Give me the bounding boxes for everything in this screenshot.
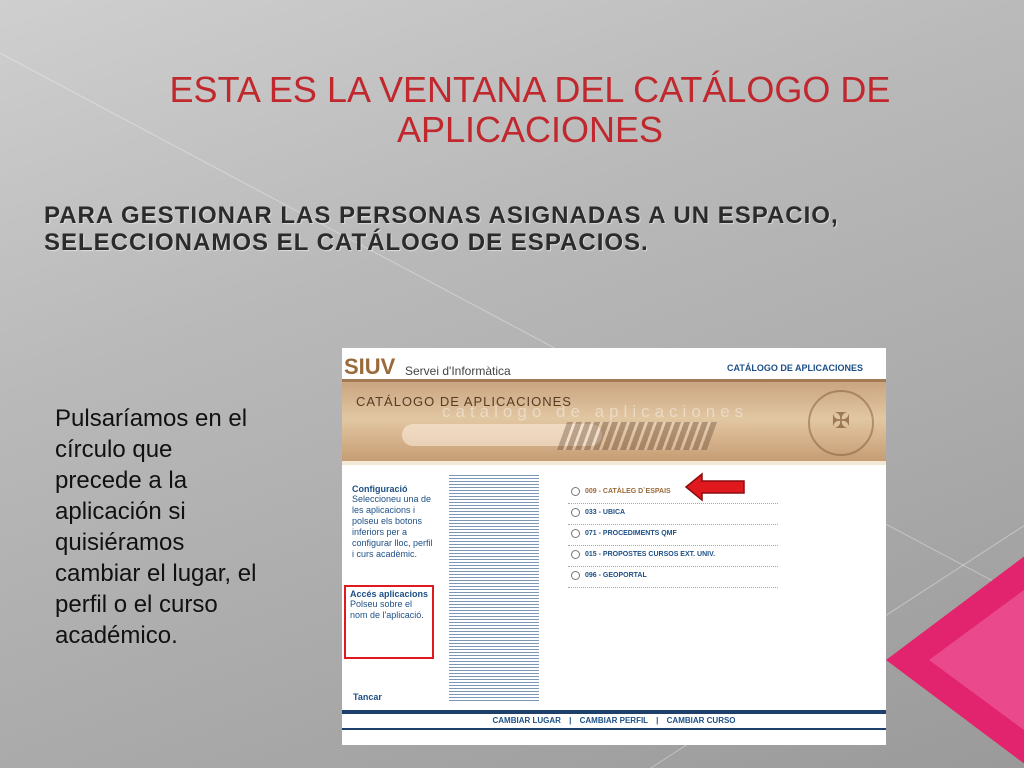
banner-title: CATÁLOGO DE APLICACIONES: [356, 394, 572, 409]
slide-subtitle: PARA GESTIONAR LAS PERSONAS ASIGNADAS A UN ESPACIO, SELECCIONAMOS EL CATÁLOGO DE ESPACIOS.: [44, 202, 839, 256]
list-item: [568, 483, 778, 504]
banner: [342, 379, 886, 464]
banner-strip: [342, 461, 886, 465]
keyboard-image: [557, 422, 717, 450]
app-list: [568, 483, 778, 588]
access-title: Accés aplicacions: [350, 589, 429, 599]
list-item: [568, 504, 778, 525]
change-course-link[interactable]: CAMBIAR CURSO: [666, 716, 736, 725]
config-title: Configuració: [352, 484, 408, 494]
left-panel: [352, 484, 437, 560]
decorative-arrow-highlight: [929, 590, 1024, 730]
app-link[interactable]: 071 - PROCEDIMENTS QMF: [585, 530, 677, 537]
screenshot-bottom: [342, 730, 886, 745]
slide-title: ESTA ES LA VENTANA DEL CATÁLOGO DE APLICACIONES: [169, 69, 891, 150]
university-seal-icon: ✠: [808, 390, 874, 456]
logo-subtitle: Servei d'Informàtica: [405, 364, 511, 378]
app-radio[interactable]: [571, 487, 580, 496]
banner-ghost-text: catálogo de aplicaciones: [442, 402, 749, 421]
app-link[interactable]: 009 - CATÀLEG D`ESPAIS: [585, 488, 671, 495]
app-link[interactable]: 015 - PROPOSTES CURSOS EXT. UNIV.: [585, 551, 716, 558]
close-link[interactable]: Tancar: [353, 692, 382, 702]
list-item: [568, 567, 778, 588]
footer-links: [342, 716, 886, 725]
separator: |: [656, 716, 659, 725]
change-place-link[interactable]: CAMBIAR LUGAR: [492, 716, 561, 725]
app-radio[interactable]: [571, 529, 580, 538]
application-screenshot: [342, 348, 886, 745]
pointer-arrow-icon: [684, 472, 746, 502]
change-profile-link[interactable]: CAMBIAR PERFIL: [579, 716, 648, 725]
app-radio[interactable]: [571, 550, 580, 559]
siuv-logo: SIUV: [344, 354, 396, 379]
app-link[interactable]: 033 - UBICA: [585, 509, 626, 516]
app-radio[interactable]: [571, 508, 580, 517]
header-title: CATÁLOGO DE APLICACIONES: [727, 363, 864, 373]
list-item: [568, 525, 778, 546]
list-item: [568, 546, 778, 567]
footer-bar: [342, 710, 886, 714]
striped-separator: [449, 475, 539, 701]
slide-body-text: Pulsaríamos en el círculo que precede a la aplicación si quisiéramos cambiar el lugar, el perfil o el curso académico.: [55, 405, 257, 649]
access-panel: [350, 589, 430, 621]
app-link[interactable]: 096 - GEOPORTAL: [585, 572, 647, 579]
config-text: Seleccioneu una de les aplicacions i polseu els botons inferiors per a configurar lloc, perfil i curs acadèmic.: [352, 494, 433, 559]
screenshot-header: [342, 348, 886, 378]
app-radio[interactable]: [571, 571, 580, 580]
access-text: Polseu sobre el nom de l'aplicació.: [350, 599, 424, 620]
separator: |: [569, 716, 572, 725]
